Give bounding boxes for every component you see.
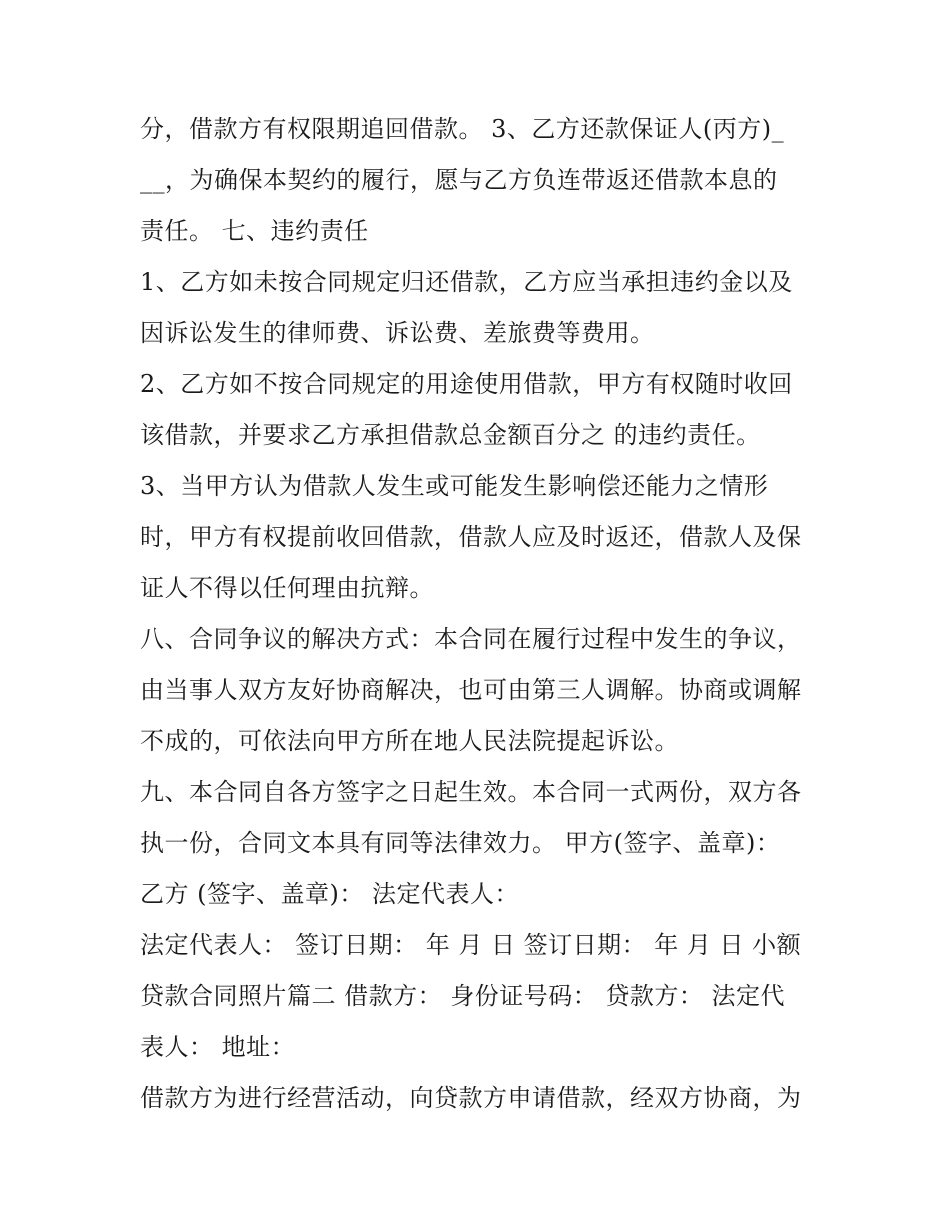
- text-line: 贷款合同照片篇二 借款方： 身份证号码： 贷款方： 法定代: [140, 982, 786, 1010]
- text-line: 表人： 地址：: [140, 1033, 296, 1061]
- text-line: 时，甲方有权提前收回借款，借款人应及时返还，借款人及保: [140, 523, 802, 551]
- text-line: 2、乙方如不按合同规定的用途使用借款，甲方有权随时收回: [140, 370, 793, 398]
- text-line: 分，借款方有权限期追回借款。 3、乙方还款保证人(丙方)_: [140, 115, 785, 143]
- text-line: 乙方 (签字、盖章)： 法定代表人：: [140, 880, 519, 908]
- text-line: 不成的，可依法向甲方所在地人民法院提起诉讼。: [140, 727, 679, 755]
- text-line: 该借款，并要求乙方承担借款总金额百分之 的违约责任。: [140, 421, 761, 449]
- text-line: 执一份，合同文本具有同等法律效力。 甲方(签字、盖章)：: [140, 829, 781, 857]
- text-line: 借款方为进行经营活动，向贷款方申请借款，经双方协商，为: [140, 1084, 802, 1112]
- text-line: 八、合同争议的解决方式：本合同在履行过程中发生的争议，: [140, 625, 802, 653]
- text-line: __，为确保本契约的履行，愿与乙方负连带返还借款本息的: [140, 166, 778, 194]
- text-line: 3、当甲方认为借款人发生或可能发生影响偿还能力之情形: [140, 472, 769, 500]
- text-line: 证人不得以任何理由抗辩。: [140, 574, 434, 602]
- document-body: [140, 104, 820, 1124]
- text-line: 法定代表人： 签订日期： 年 月 日 签订日期： 年 月 日 小额: [140, 931, 802, 959]
- text-line: 责任。 七、违约责任: [140, 217, 369, 245]
- text-line: 由当事人双方友好协商解决，也可由第三人调解。协商或调解: [140, 676, 802, 704]
- text-line: 因诉讼发生的律师费、诉讼费、差旅费等费用。: [140, 319, 655, 347]
- text-line: 九、本合同自各方签字之日起生效。本合同一式两份，双方各: [140, 778, 802, 806]
- text-line: 1、乙方如未按合同规定归还借款，乙方应当承担违约金以及: [140, 268, 793, 296]
